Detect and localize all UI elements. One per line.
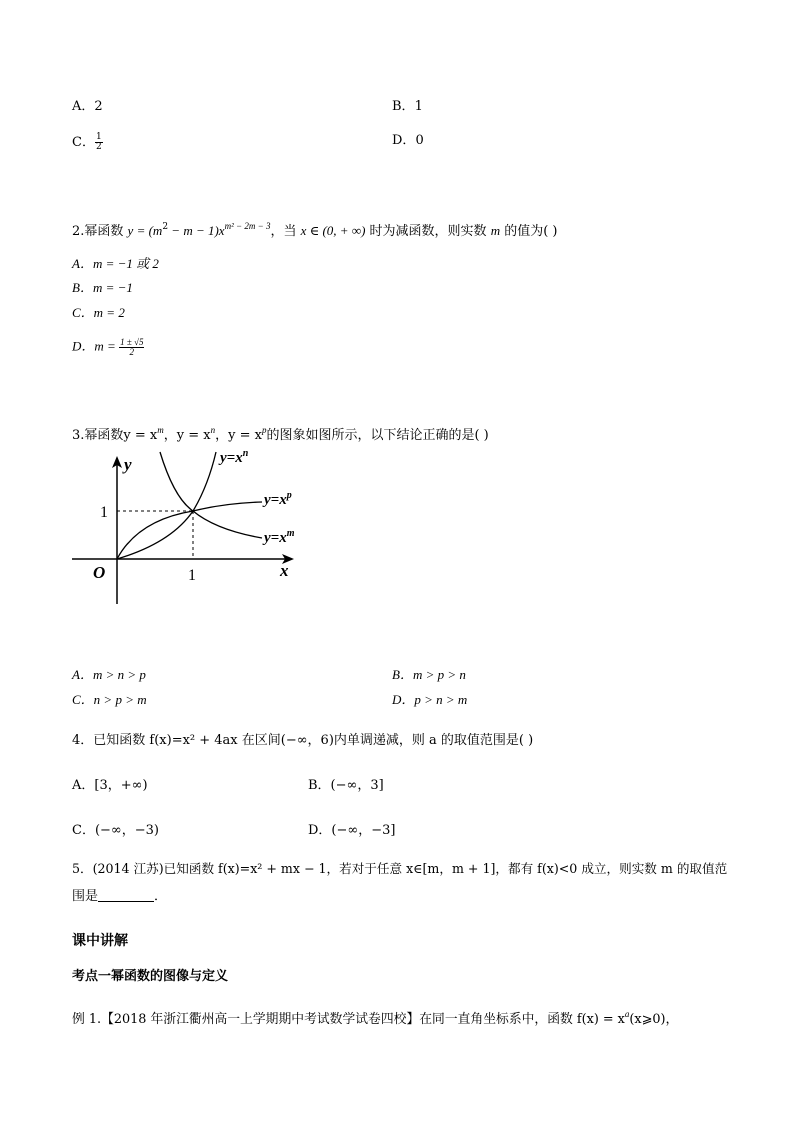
q3-option-c: C．n > p > m: [72, 692, 147, 707]
q4-stem: 4．已知函数 f(x)=x² + 4ax 在区间(−∞，6)内单调递减，则 a 的取值范围是( ): [72, 733, 534, 748]
sup-m: m: [157, 425, 164, 435]
curve-label-m-text: y=x: [264, 530, 287, 546]
option-label: B．: [392, 99, 415, 114]
option-label: D．: [392, 133, 416, 148]
option-label: C．: [72, 135, 95, 150]
q5-line2-text: 围是: [72, 889, 99, 904]
curve-label-m-sup: m: [286, 528, 295, 539]
q5-line2-end: ．: [154, 889, 168, 904]
q1-option-b: [392, 99, 423, 115]
section-title: 课中讲解: [72, 933, 128, 949]
curve-label-m: [262, 528, 295, 546]
option-label: D．m =: [72, 338, 120, 354]
curve-label-p: [262, 490, 292, 508]
denominator: 2: [95, 142, 102, 152]
sup-p: p: [261, 425, 267, 435]
q1-option-d: [392, 133, 424, 149]
curve-x-n: [117, 452, 216, 559]
curve-label-n-sup: n: [242, 448, 249, 459]
q3-option-a: A．m > n > p: [72, 667, 146, 682]
fraction: [119, 338, 144, 357]
q5-line2: [72, 889, 167, 905]
q2-exponent: m² − 2m − 3: [224, 221, 271, 231]
q3-option-b: B．m > p > n: [392, 667, 466, 682]
q2-formula-mid: − m − 1)x: [168, 223, 225, 238]
x-axis-label: x: [280, 561, 289, 580]
q1-option-c: [72, 133, 103, 152]
power-function-graph: [66, 448, 316, 608]
section-subtitle: 考点一幂函数的图像与定义: [72, 969, 229, 984]
curve-x-m: [160, 452, 262, 538]
q2-option-c: C．m = 2: [72, 305, 125, 320]
q1-option-a: [72, 99, 103, 115]
q3-stem: [72, 422, 489, 444]
q2-option-a: A．m = −1 或 2: [72, 256, 159, 271]
curve-label-n-text: y=x: [220, 450, 243, 466]
example-1: [72, 1006, 678, 1028]
q2-option-d: [72, 338, 144, 357]
denominator: 2: [129, 347, 134, 357]
q3-mid2: ，y = x: [215, 428, 262, 443]
q2-after: ，当: [270, 224, 301, 239]
q3-mid1: ，y = x: [163, 428, 211, 443]
q2-prefix: 2.幂函数: [72, 224, 124, 239]
curve-label-p-text: y=x: [264, 492, 287, 508]
sup-n: n: [210, 425, 216, 435]
q2-var: m: [490, 223, 501, 238]
q2-rest: 时为减函数，则实数: [365, 224, 491, 239]
q2-tail: 的值为( ): [500, 224, 558, 239]
example-tail: (x⩾0)，: [629, 1012, 679, 1027]
q3-stem-start: 3.幂函数y = x: [72, 428, 158, 443]
q4-option-d: D．(−∞，−3]: [308, 823, 396, 838]
q4-option-c: C．(−∞，−3): [72, 823, 159, 838]
numerator: 1: [95, 132, 102, 142]
q2-stem: [72, 218, 558, 240]
y-tick-1: 1: [100, 504, 108, 521]
option-value: 0: [415, 133, 424, 148]
option-value: 1: [414, 99, 423, 114]
answer-blank: [98, 889, 154, 902]
q5-line1: 5．(2014 江苏)已知函数 f(x)=x² + mx − 1，若对于任意 x∈[m，m + 1]，都有 f(x)<0 成立，则实数 m 的取值范: [72, 861, 728, 876]
y-axis-label: y: [124, 455, 132, 474]
q2-formula-lhs: y = (m: [127, 223, 163, 238]
q2-domain: x ∈ (0, + ∞): [300, 223, 366, 238]
q4-option-a: A．[3，+∞): [72, 778, 148, 793]
x-tick-1: 1: [188, 567, 196, 584]
superscript-2: 2: [162, 222, 169, 232]
origin-label: O: [93, 563, 106, 582]
numerator: 1 ± √5: [120, 337, 144, 347]
q4-option-b: B．(−∞，3]: [308, 778, 384, 793]
q3-option-d: D．p > n > m: [392, 692, 468, 707]
q3-tail: 的图象如图所示，以下结论正确的是( ): [266, 428, 489, 443]
curve-label-p-sup: p: [286, 490, 292, 501]
example-text: 例 1.【2018 年浙江衢州高一上学期期中考试数学试卷四校】在同一直角坐标系中，函数 f(x) = x: [72, 1012, 625, 1027]
option-label: A．: [72, 99, 95, 114]
curve-label-n: [218, 448, 249, 466]
fraction: [95, 133, 103, 152]
example-sup: a: [624, 1009, 630, 1019]
option-value: 2: [94, 99, 103, 114]
q2-option-b: B．m = −1: [72, 280, 133, 295]
